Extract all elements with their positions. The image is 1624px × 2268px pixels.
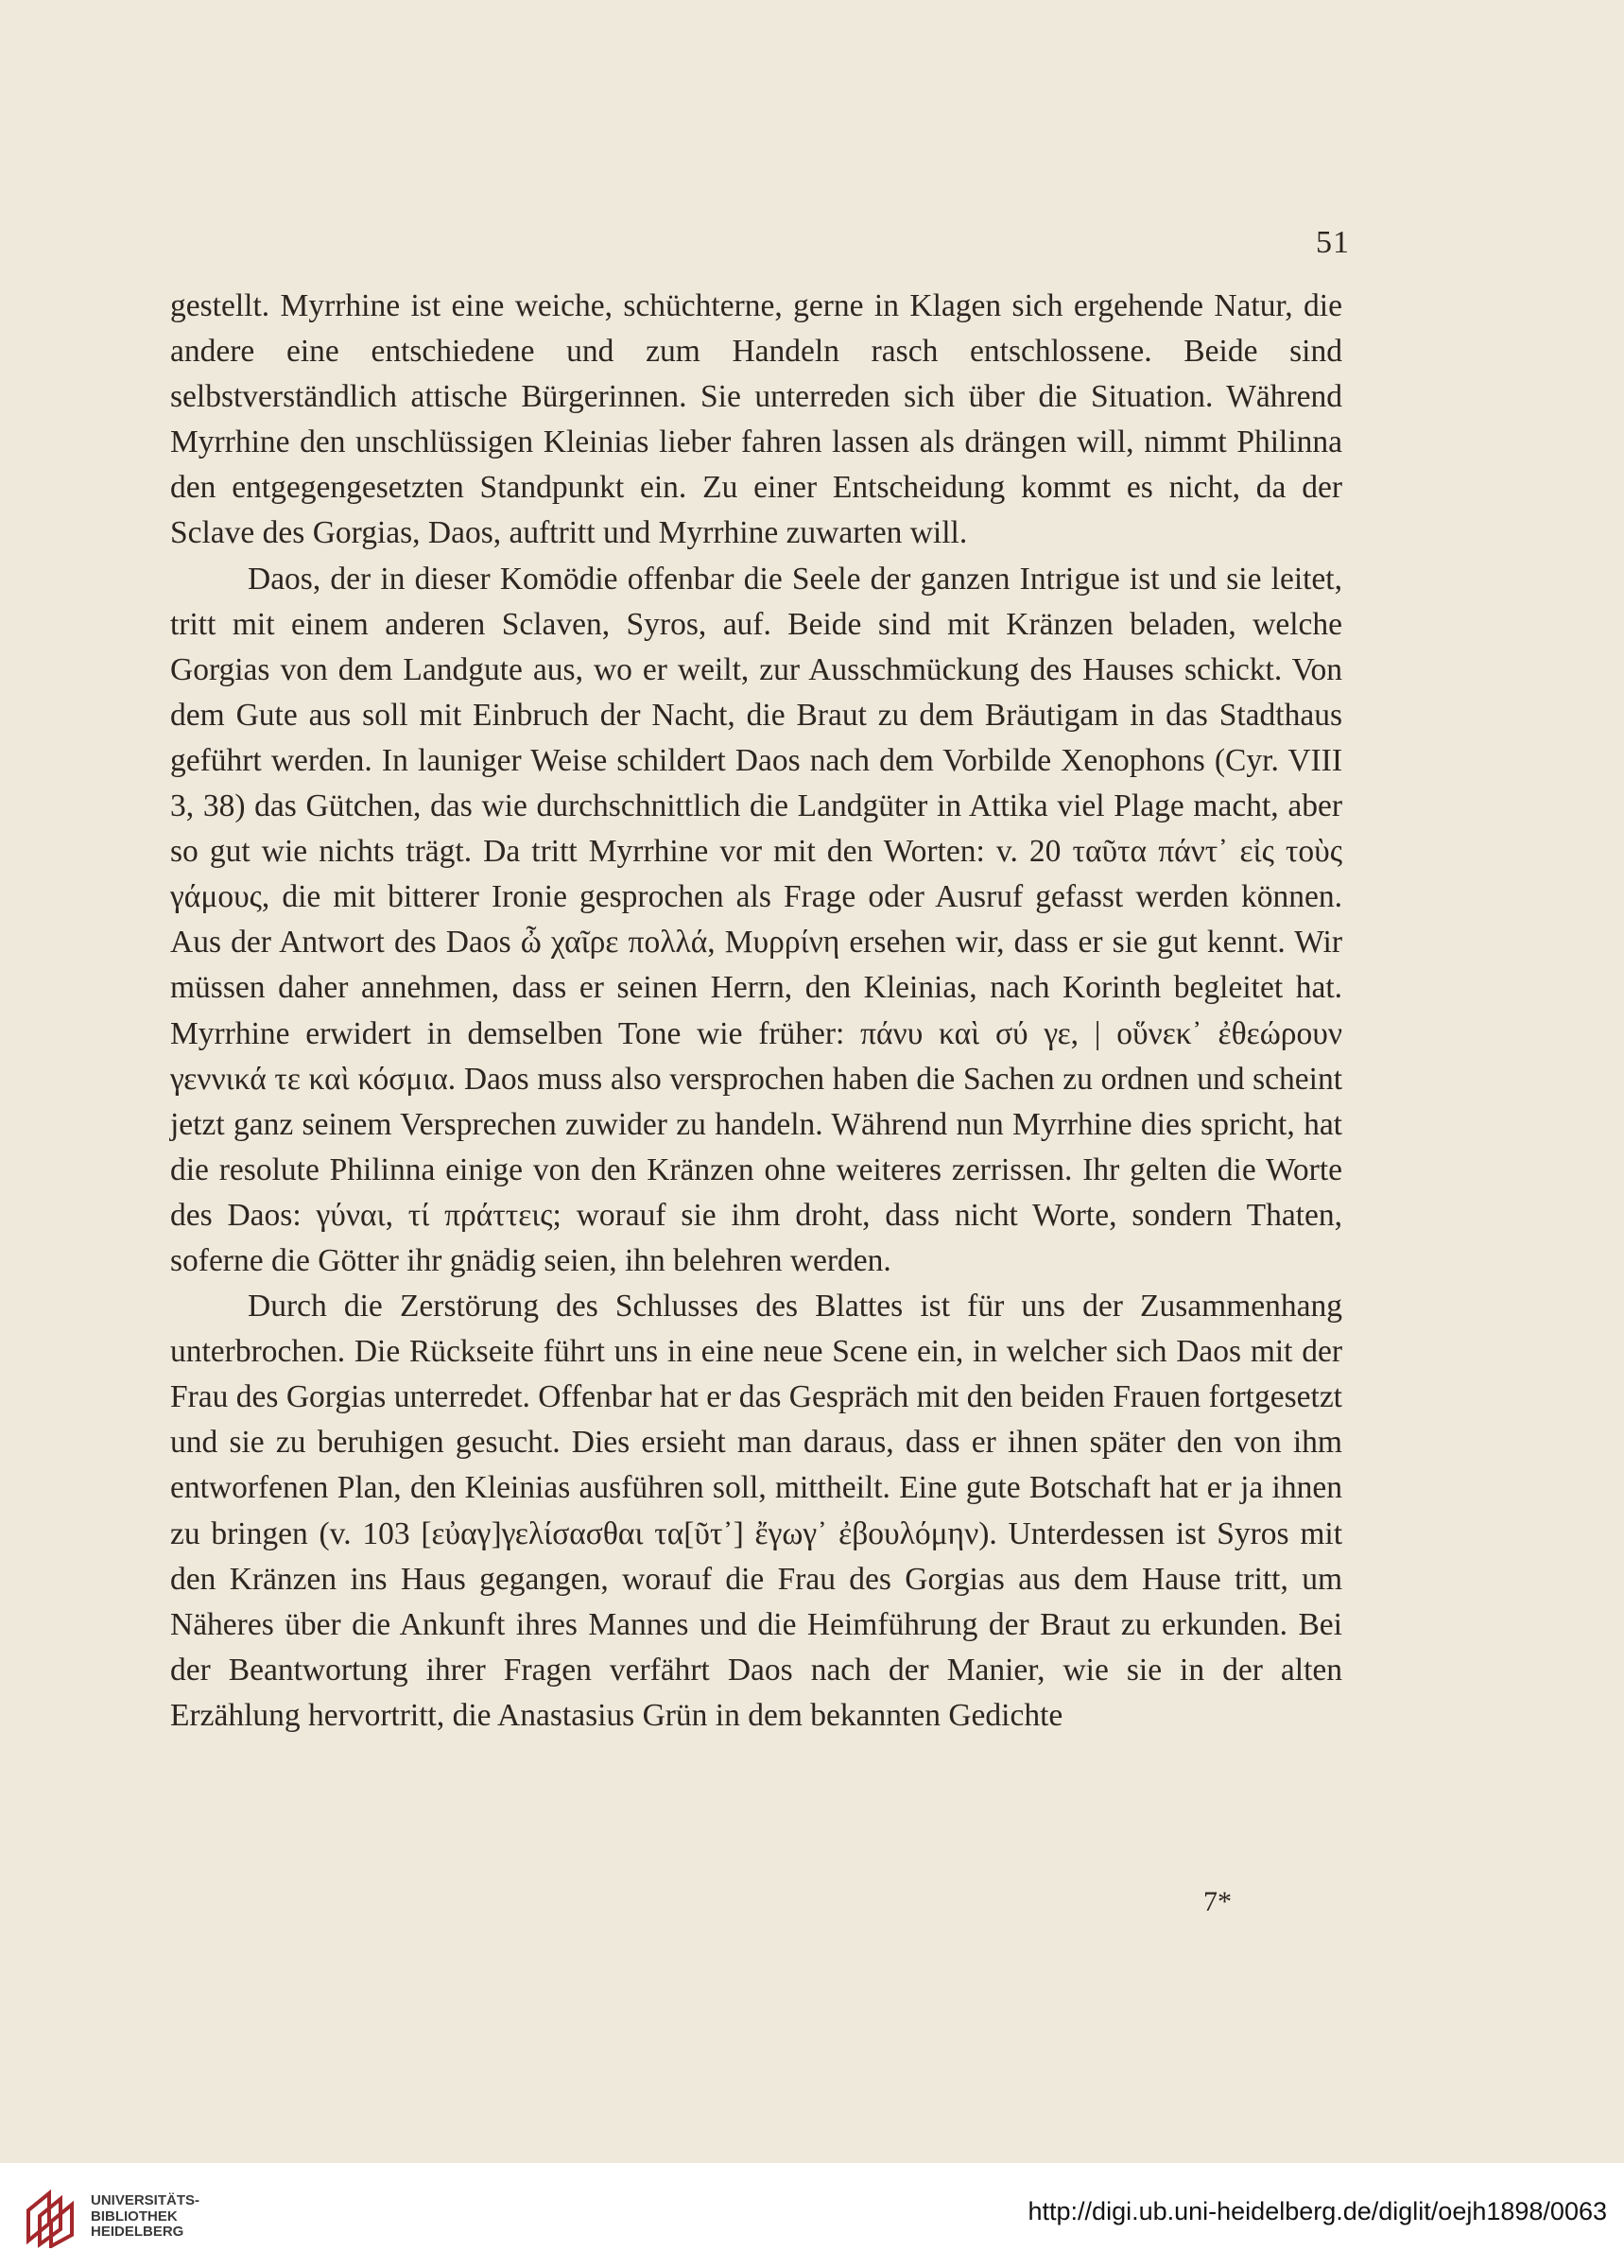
library-name <box>91 2193 199 2241</box>
library-name-line-3: HEIDELBERG <box>91 2224 184 2240</box>
paragraph-3: Durch die Zerstörung des Schlusses des Blattes ist für uns der Zusammenhang unterbrochen. Die Rückseite führt uns in eine neue Scene ein, in welcher sich Daos mit der Frau des Gorgias unterredet. Offenbar hat er das Gespräch mit den beiden Frauen fortgesetzt und sie zu beruhigen gesucht. Dies ersieht man daraus, dass er ihnen später den von ihm entworfenen Plan, den Kleinias ausführen soll, mittheilt. Eine gute Botschaft hat er ja ihnen zu bringen (v. 103 [εὐαγ]γελίσασθαι τα[ῦτ᾽] ἔγωγ᾽ ἐβουλόμην). Unterdessen ist Syros mit den Kränzen ins Haus gegangen, worauf die Frau des Gorgias aus dem Hause tritt, um Näheres über die Ankunft ihres Mannes und die Heimführung der Braut zu erkunden. Bei der Beantwortung ihrer Fragen verfährt Daos nach der Manier, wie sie in der alten Erzählung hervortritt, die Anastasius Grün in dem bekannten Gedichte <box>170 1289 1342 1733</box>
page-number: 51 <box>1316 225 1350 260</box>
paragraph-2: Daos, der in dieser Komödie offenbar die Seele der ganzen Intrigue ist und sie leitet, tritt mit einem anderen Sclaven, Syros, auf. Beide sind mit Kränzen beladen, welche Gorgias von dem Landgute aus, wo er weilt, zur Ausschmückung des Hauses schickt. Von dem Gute aus soll mit Einbruch der Nacht, die Braut zu dem Bräutigam in das Stadthaus geführt werden. In launiger Weise schildert Daos nach dem Vorbilde Xenophons (Cyr. VIII 3, 38) das Gütchen, das wie durchschnittlich die Landgüter in Attika viel Plage macht, aber so gut wie nichts trägt. Da tritt Myrrhine vor mit den Worten: v. 20 ταῦτα πάντ᾽ εἰς τοὺς γάμους, die mit bitterer Ironie gesprochen als Frage oder Ausruf gefasst werden können. Aus der Antwort des Daos ὦ χαῖρε πολλά, Μυρρίνη ersehen wir, dass er sie gut kennt. Wir müssen daher annehmen, dass er seinen Herrn, den Kleinias, nach Korinth begleitet hat. Myrrhine erwidert in demselben Tone wie früher: πάνυ καὶ σύ γε, | οὕνεκ᾽ ἐθεώρουν γεννικά τε καὶ κόσμια. Daos muss also versprochen haben die Sachen zu ordnen und scheint jetzt ganz seinem Versprechen zuwider zu handeln. Während nun Myrrhine dies spricht, hat die resolute Philinna einige von den Kränzen ohne weiteres zerrissen. Ihr gelten die Worte des Daos: γύναι, τί πράττεις; worauf sie ihm droht, dass nicht Worte, sondern Thaten, soferne die Götter ihr gnädig seien, ihn belehren werden. <box>170 561 1342 1278</box>
footer-bar <box>0 2163 1624 2268</box>
body-text <box>170 284 1342 1739</box>
source-url[interactable]: http://digi.ub.uni-heidelberg.de/diglit/oejh1898/0063 <box>1028 2197 1607 2225</box>
library-name-line-2: BIBLIOTHEK <box>91 2207 178 2225</box>
paragraph-1: gestellt. Myrrhine ist eine weiche, schüchterne, gerne in Klagen sich ergehende Natur, die andere eine entschiedene und zum Handeln rasch entschlossene. Beide sind selbstverständlich attische Bürgerinnen. Sie unterreden sich über die Situation. Während Myrrhine den unschlüssigen Kleinias lieber fahren lassen als drängen will, nimmt Philinna den entgegengesetzten Standpunkt ein. Zu einer Entscheidung kommt es nicht, da der Sclave des Gorgias, Daos, auftritt und Myrrhine zuwarten will. <box>170 288 1342 551</box>
signature-mark: 7* <box>1203 1886 1232 1917</box>
library-logo-icon <box>21 2188 81 2248</box>
library-name-line-1: UNIVERSITÄTS- <box>91 2192 200 2208</box>
